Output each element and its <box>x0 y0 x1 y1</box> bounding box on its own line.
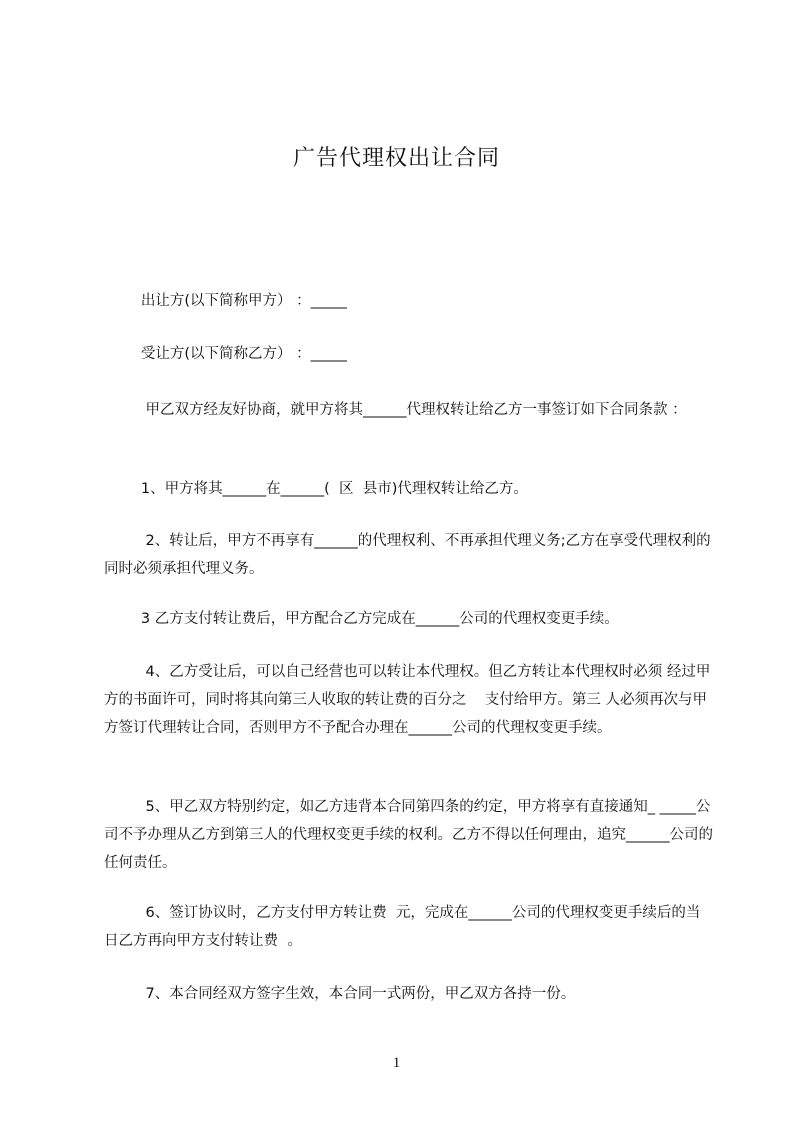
paragraph-clause-6: 6、签订协议时，乙方支付甲方转让费 元，完成在______公司的代理权变更手续后的当日乙方再向甲方支付转让费 。 <box>104 905 701 949</box>
paragraph-clause-3: 3 乙方支付转让费后，甲方配合乙方完成在______公司的代理权变更手续。 <box>104 611 619 627</box>
paragraph-preamble: 甲乙双方经友好协商，就甲方将其______代理权转让给乙方一事签订如下合同条款 ： <box>104 402 687 418</box>
paragraph-clause-5: 5、甲乙双方特别约定，如乙方违背本合同第四条的约定，甲方将享有直接通知_ _____公司不予办理从乙方到第三人的代理权变更手续的权利。乙方不得以任何理由，追究______公司的任何责任。 <box>104 799 713 871</box>
paragraph-transferee: 受让方(以下简称乙方） ：_____ <box>104 346 347 362</box>
paragraph-transferor: 出让方(以下简称甲方） ：_____ <box>104 293 347 309</box>
paragraph-clause-4: 4、乙方受让后，可以自己经营也可以转让本代理权。但乙方转让本代理权时必须 经过甲方的书面许可，同时将其向第三人收取的转让费的百分之 支付给甲方。第三 人必须再次与甲方签订代理转让合同，否则甲方不予配合办理在______公司的代理权变更手续。 <box>104 664 711 736</box>
paragraph-clause-1: 1、甲方将其______在______( 区 县市)代理权转让给乙方。 <box>104 481 528 497</box>
page-number: 1 <box>392 1055 401 1071</box>
paragraph-clause-2: 2、转让后，甲方不再享有______的代理权利、不再承担代理义务;乙方在享受代理权利的同时必须承担代理义务。 <box>104 533 711 577</box>
document-title: 广告代理权出让合同 <box>292 146 500 171</box>
paragraph-clause-7: 7、本合同经双方签字生效，本合同一式两份，甲乙双方各持一份。 <box>104 986 576 1002</box>
